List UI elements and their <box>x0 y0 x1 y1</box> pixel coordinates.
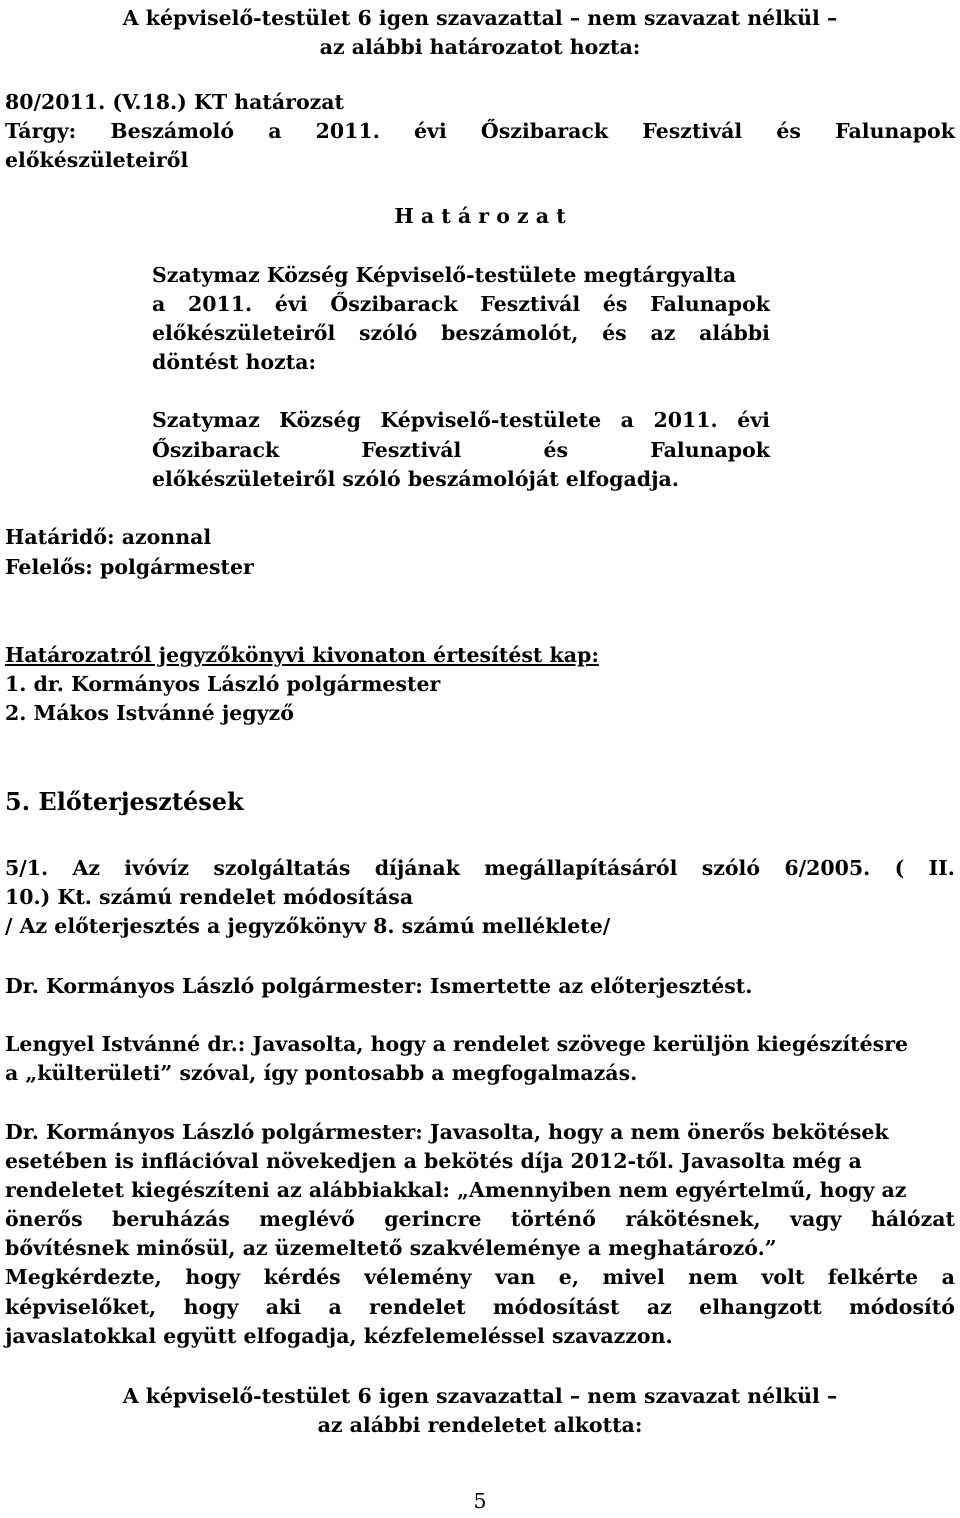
word: módosítást <box>492 1295 620 1319</box>
discussion-para-2-line-1: Lengyel Istvánné dr.: Javasolta, hogy a rendelet szövege kerüljön kiegészítésre <box>5 1032 909 1056</box>
word: mivel <box>602 1265 665 1289</box>
agenda-item-line-3: / Az előterjesztés a jegyzőkönyv 8. számú melléklete/ <box>5 914 611 938</box>
resolution-heading: H a t á r o z a t <box>394 204 566 228</box>
word: 2011. <box>315 119 380 143</box>
word: elhangzott <box>699 1295 822 1319</box>
responsible: Felelős: polgármester <box>5 555 254 579</box>
section-title: 5. Előterjesztések <box>5 787 244 816</box>
word: nem <box>688 1265 738 1289</box>
word: Megkérdezte, <box>5 1265 162 1289</box>
word: hogy <box>183 1295 239 1319</box>
word: aki <box>265 1295 302 1319</box>
word: szóló <box>358 321 418 345</box>
word: a <box>152 292 166 316</box>
discussion-para-4-line-2 <box>5 1295 955 1319</box>
discussion-para-3-line-5: bővítésnek minősül, az üzemeltető szakvéleménye a meghatározó.” <box>5 1236 777 1260</box>
word: évi <box>414 119 447 143</box>
resolution-para2-line-2 <box>152 438 770 462</box>
word: és <box>776 119 801 143</box>
word: volt <box>761 1265 805 1289</box>
word: díjának <box>374 856 460 880</box>
notify-item-2: 2. Mákos Istvánné jegyző <box>5 701 294 725</box>
word: Tárgy: <box>5 119 77 143</box>
word: II. <box>928 856 955 880</box>
agenda-item-line-2: 10.) Kt. számú rendelet módosítása <box>5 885 414 909</box>
page-number: 5 <box>473 1489 487 1513</box>
word: gerincre <box>384 1207 482 1231</box>
deadline: Határidő: azonnal <box>5 525 212 549</box>
word: képviselőket, <box>5 1295 157 1319</box>
word: van <box>495 1265 536 1289</box>
resolution-para2-line-1 <box>152 408 770 432</box>
resolution-subject-line-2: előkészületeiről <box>5 148 189 172</box>
word: rendelet <box>369 1295 466 1319</box>
discussion-para-3-line-3: rendeletet kiegészíteni az alábbiakkal: „Amennyiben nem egyértelmű, hogy az <box>5 1178 907 1202</box>
word: és <box>543 438 569 462</box>
discussion-para-3-line-1: Dr. Kormányos László polgármester: Javasolta, hogy a nem önerős bekötések <box>5 1120 889 1144</box>
vote-outro-line-2: az alábbi rendeletet alkotta: <box>317 1413 643 1437</box>
word: ivóvíz <box>124 856 190 880</box>
discussion-para-4-line-3: javaslatokkal együtt elfogadja, kézfelemeléssel szavazzon. <box>5 1324 673 1348</box>
vote-intro-line-2: az alábbi határozatot hozta: <box>319 35 641 59</box>
word: Őszibarack <box>480 119 609 143</box>
word: a <box>620 408 634 432</box>
word: kérdés <box>263 1265 341 1289</box>
word: Őszibarack <box>152 438 280 462</box>
discussion-para-4-line-1 <box>5 1265 955 1289</box>
resolution-para1-line-4: döntést hozta: <box>152 350 317 374</box>
word: meglévő <box>259 1207 355 1231</box>
word: a <box>328 1295 342 1319</box>
vote-outro-line-1: A képviselő-testület 6 igen szavazattal – nem szavazat nélkül – <box>122 1384 838 1408</box>
word: Az <box>72 856 100 880</box>
word: alábbi <box>699 321 770 345</box>
word: történő <box>510 1207 596 1231</box>
word: hogy <box>185 1265 241 1289</box>
word: módosító <box>849 1295 955 1319</box>
word: és <box>602 292 628 316</box>
word: vagy <box>790 1207 842 1231</box>
word: Község <box>279 408 361 432</box>
word: önerős <box>5 1207 83 1231</box>
discussion-para-3-line-2: esetében is inflációval növekedjen a bekötés díja 2012-től. Javasolta még a <box>5 1149 862 1173</box>
word: Falunapok <box>835 119 955 143</box>
resolution-para1-line-3 <box>152 321 770 345</box>
vote-intro-line-1: A képviselő-testület 6 igen szavazattal – nem szavazat nélkül – <box>122 6 838 30</box>
word: előkészületeiről <box>152 321 336 345</box>
word: Falunapok <box>650 292 770 316</box>
word: vélemény <box>364 1265 472 1289</box>
word: az <box>650 321 676 345</box>
word: Beszámoló <box>110 119 235 143</box>
word: Fesztivál <box>361 438 462 462</box>
resolution-number: 80/2011. (V.18.) KT határozat <box>5 90 345 114</box>
word: hálózat <box>870 1207 955 1231</box>
word: Őszibarack <box>330 292 458 316</box>
word: 6/2005. <box>784 856 871 880</box>
word: az <box>646 1295 672 1319</box>
word: 2011. <box>653 408 718 432</box>
resolution-subject-line-1 <box>5 119 955 143</box>
word: Falunapok <box>650 438 770 462</box>
word: e, <box>558 1265 579 1289</box>
word: szolgáltatás <box>213 856 351 880</box>
agenda-item-line-1 <box>5 856 955 880</box>
word: és <box>602 321 627 345</box>
word: Szatymaz <box>152 408 260 432</box>
word: megállapításáról <box>484 856 678 880</box>
word: a <box>941 1265 955 1289</box>
word: évi <box>737 408 770 432</box>
notify-item-1: 1. dr. Kormányos László polgármester <box>5 672 441 696</box>
discussion-para-1: Dr. Kormányos László polgármester: Ismertette az előterjesztést. <box>5 974 753 998</box>
resolution-para1-line-1: Szatymaz Község Képviselő-testülete megtárgyalta <box>152 263 737 287</box>
resolution-para2-line-3: előkészületeiről szóló beszámolóját elfogadja. <box>152 467 679 491</box>
word: beszámolót, <box>441 321 579 345</box>
word: Fesztivál <box>480 292 581 316</box>
word: Fesztivál <box>642 119 743 143</box>
word: rákötésnek, <box>625 1207 761 1231</box>
word: 2011. <box>188 292 253 316</box>
word: szóló <box>701 856 761 880</box>
word: a <box>268 119 282 143</box>
word: felkérte <box>827 1265 919 1289</box>
word: 5/1. <box>5 856 49 880</box>
notify-heading: Határozatról jegyzőkönyvi kivonaton értesítést kap: <box>5 643 599 667</box>
discussion-para-3-line-4 <box>5 1207 955 1231</box>
discussion-para-2-line-2: a „külterületi” szóval, így pontosabb a megfogalmazás. <box>5 1061 638 1085</box>
resolution-para1-line-2 <box>152 292 770 316</box>
word: évi <box>274 292 308 316</box>
word: beruházás <box>112 1207 230 1231</box>
word: Képviselő-testülete <box>380 408 602 432</box>
word: ( <box>894 856 905 880</box>
